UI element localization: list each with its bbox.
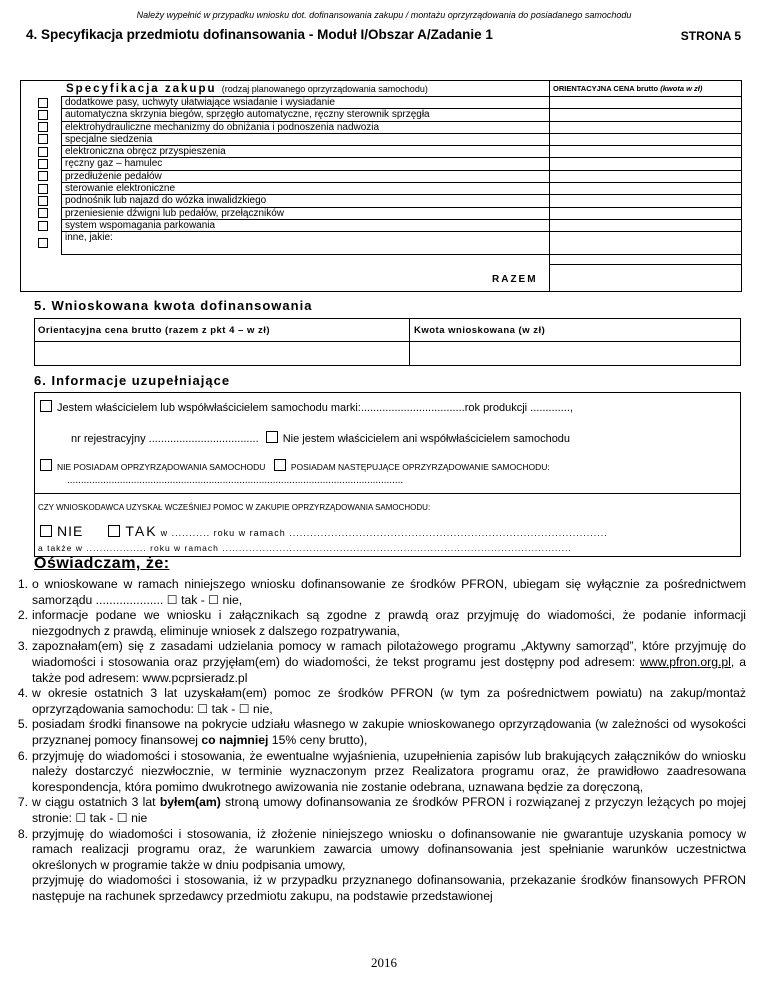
header-note: Należy wypełnić w przypadku wniosku dot. dofinansowania zakupu / montażu oprzyrządowania do posiadanego samochodu <box>136 10 632 20</box>
spec-item-checkbox[interactable] <box>38 147 48 157</box>
spec-table <box>20 80 742 292</box>
has-equipment-text: POSIADAM NASTĘPUJĄCE OPRZYRZĄDOWANIE SAMOCHODU: <box>290 462 550 472</box>
declaration-item: 6. przyjmuję do wiadomości i stosowania, że ewentualne wyjaśnienia, uzupełnienia zapisów lub brakujących załączników do wniosku należy dostarczyć niezwłocznie, w terminie wyznaczonym przez Realizatora programu oraz, że prawidłowo zaadresowana korespondencja, która pomimo dwukrotnego awizowania nie zostanie odebrana, uznawana będzie za doręczoną, <box>17 748 746 794</box>
spec-item: automatyczna skrzynia biegów, sprzęgło automatyczne, ręczny sterownik sprzęgła <box>61 108 549 120</box>
spec-item-price[interactable] <box>550 157 741 169</box>
spec-item-checkbox[interactable] <box>38 221 48 231</box>
spec-item-price[interactable] <box>550 231 741 255</box>
spec-item-checkbox[interactable] <box>38 196 48 206</box>
spec-item: elektroniczna obręcz przyspieszenia <box>61 145 549 157</box>
year-line-1[interactable]: w ........... roku w ramach ........................................................................................... <box>160 528 608 538</box>
spec-item-price[interactable] <box>550 96 741 108</box>
declaration-item: 7. w ciągu ostatnich 3 lat byłem(am) stroną umowy dofinansowania ze środków PFRON i rozwiązanej z przyczyn leżących po mojej stronie: ☐ tak - ☐ nie <box>17 795 746 825</box>
no-equipment-text: NIE POSIADAM OPRZYRZĄDOWANIA SAMOCHODU <box>57 462 266 472</box>
declaration-item: 5. posiadam środki finansowe na pokrycie udziału własnego w zakupie wnioskowanego oprzyrządowania (w zależności od wysokości przyznanej pomocy finansowej co najmniej 15% ceny brutto), <box>17 717 746 747</box>
declaration-item: 4. w okresie ostatnich 3 lat uzyskałam(em) pomoc ze środków PFRON (w tym za pośrednictwem powiatu) na zakup/montaż oprzyrządowania samochodu: ☐ tak - ☐ nie, <box>17 686 746 716</box>
total-price-cell[interactable] <box>550 264 741 293</box>
equipment-dots[interactable]: ......................................................................................................................... <box>67 475 404 486</box>
spec-item-price[interactable] <box>550 207 741 219</box>
spec-item-checkbox[interactable] <box>38 208 48 218</box>
no-equipment-checkbox[interactable] <box>40 459 52 471</box>
spec-item-price[interactable] <box>550 182 741 194</box>
has-equipment-checkbox[interactable] <box>274 459 286 471</box>
spec-item: system wspomagania parkowania <box>61 219 549 231</box>
owner-checkbox[interactable] <box>40 400 52 412</box>
col-amount-label: Kwota wnioskowana (w zł) <box>414 325 546 336</box>
declaration-item: 2. informacje podane we wniosku i załącznikach są zgodne z prawdą oraz przyjmuję do wiadomości, że podanie informacji niezgodnych z prawdą, eliminuje wniosek z dalszego rozpatrywania, <box>17 608 746 638</box>
spec-item-checkbox[interactable] <box>38 122 48 132</box>
spec-item-price[interactable] <box>550 219 741 231</box>
spec-item: specjalne siedzenia <box>61 133 549 145</box>
prior-help-question: CZY WNIOSKODAWCA UZYSKAŁ WCZEŚNIEJ POMOC W ZAKUPIE OPRZYRZĄDOWANIA SAMOCHODU: <box>38 503 431 512</box>
declaration-text: zapoznałam(em) się z zasadami udzielania pomocy w ramach pilotażowego programu „Aktywny samorząd”, które przyjmuję do wiadomości i stosowania oraz przyjęłam(em) do wiadomości, że tekst programu jest dostępny pod adresem: www.pfron.org.pl, a także pod adresem: www.pcprsieradz.pl <box>32 639 746 685</box>
spec-item: inne, jakie: <box>61 231 549 255</box>
spec-item: przedłużenie pedałów <box>61 170 549 182</box>
spec-item-checkbox[interactable] <box>38 159 48 169</box>
page-label: STRONA 5 <box>680 29 741 43</box>
not-owner-text: Nie jestem właścicielem ani współwłaścicielem samochodu <box>282 433 571 445</box>
declaration-text: posiadam środki finansowe na pokrycie udziału własnego w zakupie wnioskowanego oprzyrządowania (w zależności od wysokości przyznanej pomocy finansowej co najmniej 15% ceny brutto), <box>32 717 746 747</box>
spec-heading: Specyfikacja zakupu (rodzaj planowanego oprzyrządowania samochodu) <box>66 83 428 95</box>
declaration-text: w ciągu ostatnich 3 lat byłem(am) stroną umowy dofinansowania ze środków PFRON i rozwiązanej z przyczyn leżących po mojej stronie: ☐ tak - ☐ nie <box>32 795 746 825</box>
declaration-text: informacje podane we wniosku i załącznikach są zgodne z prawdą oraz przyjmuję do wiadomości, że podanie informacji niezgodnych z prawdą, eliminuje wniosek z dalszego rozpatrywania, <box>32 608 746 638</box>
declaration-text: przyjmuję do wiadomości i stosowania, iż złożenie niniejszego wniosku o dofinansowanie nie gwarantuje uzyskania pomocy w ramach realizacji programu oraz, że warunkiem zawarcia umowy dofinansowania jest spełnianie warunków uczestnictwa określonych w programie także w dniu podpisania umowy, <box>32 826 746 872</box>
spec-item-checkbox[interactable] <box>38 134 48 144</box>
spec-rows <box>61 96 549 255</box>
price-heading: ORIENTACYJNA CENA brutto (kwota w zł) <box>553 84 703 93</box>
price-field[interactable] <box>35 342 409 366</box>
spec-item-price[interactable] <box>550 194 741 206</box>
amount-field[interactable] <box>410 342 741 366</box>
spec-item: podnośnik lub najazd do wózka inwalidzkiego <box>61 194 549 206</box>
not-owner-checkbox[interactable] <box>266 431 278 443</box>
spec-item: sterowanie elektroniczne <box>61 182 549 194</box>
declaration-text: w okresie ostatnich 3 lat uzyskałam(em) pomoc ze środków PFRON (w tym za pośrednictwem powiatu) na zakup/montaż oprzyrządowania samochodu: ☐ tak - ☐ nie, <box>32 686 746 716</box>
info-box <box>34 392 741 557</box>
spec-item: elektrohydrauliczne mechanizmy do obniżania i podnoszenia nadwozia <box>61 121 549 133</box>
spec-item: dodatkowe pasy, uchwyty ułatwiające wsiadanie i wysiadanie <box>61 96 549 108</box>
amount-table <box>34 318 741 366</box>
spec-item: ręczny gaz – hamulec <box>61 157 549 169</box>
declaration-list <box>6 577 746 904</box>
spec-item-price[interactable] <box>550 170 741 182</box>
nie-label: NIE <box>57 523 84 539</box>
section4-title: 4. Specyfikacja przedmiotu dofinansowania - Moduł I/Obszar A/Zadanie 1 <box>26 27 493 42</box>
spec-item-checkbox[interactable] <box>38 184 48 194</box>
spec-item-price[interactable] <box>550 133 741 145</box>
spec-item-checkbox[interactable] <box>38 98 48 108</box>
tak-label: TAK <box>125 523 158 539</box>
spec-item: przeniesienie dźwigni lub pedałów, przełączników <box>61 207 549 219</box>
prior-help-nie-checkbox[interactable] <box>40 525 52 537</box>
spec-item-checkbox[interactable] <box>38 238 48 248</box>
owner-text: Jestem właścicielem lub współwłaścicielem samochodu marki:..................................rok produkcji ............., <box>57 402 573 414</box>
declaration-heading: Oświadczam, że: <box>34 555 170 572</box>
spec-item-checkbox[interactable] <box>38 110 48 120</box>
year-line-2[interactable]: a także w .................. roku w ramach ........................................................................................................ <box>38 543 572 553</box>
declaration-text: o wnioskowane w ramach niniejszego wniosku dofinansowanie ze środków PFRON, ubiegam się wyłącznie za pośrednictwem samorządu .................... ☐ tak - ☐ nie, <box>32 577 746 607</box>
declaration-item: 1. o wnioskowane w ramach niniejszego wniosku dofinansowanie ze środków PFRON, ubiegam się wyłącznie za pośrednictwem samorządu .................... ☐ tak - ☐ nie, <box>17 577 746 607</box>
spec-item-price[interactable] <box>550 108 741 120</box>
spec-item-price[interactable] <box>550 121 741 133</box>
footer-year: 2016 <box>371 955 397 970</box>
declaration-text: przyjmuję do wiadomości i stosowania, że ewentualne wyjaśnienia, uzupełnienia zapisów lub brakujących załączników do wniosku należy dostarczyć niezwłocznie, w terminie wyznaczonym przez Realizatora programu oraz, że prawidłowo zaadresowana korespondencja, która pomimo dwukrotnego awizowania nie zostanie odebrana, uznawana będzie za doręczoną, <box>32 748 746 794</box>
total-label: RAZEM <box>492 274 538 285</box>
reg-number-text: nr rejestracyjny .................................... <box>71 433 259 445</box>
declaration-item: 8. przyjmuję do wiadomości i stosowania, iż złożenie niniejszego wniosku o dofinansowanie nie gwarantuje uzyskania pomocy w ramach realizacji programu oraz, że warunkiem zawarcia umowy dofinansowania jest spełnianie warunków uczestnictwa określonych w programie także w dniu podpisania umowy, <box>17 826 746 872</box>
section5-heading: 5. Wnioskowana kwota dofinansowania <box>34 298 313 313</box>
section6-heading: 6. Informacje uzupełniające <box>34 373 231 388</box>
prior-help-tak-checkbox[interactable] <box>108 525 120 537</box>
col-price-label: Orientacyjna cena brutto (razem z pkt 4 – w zł) <box>38 325 271 336</box>
spec-item-checkbox[interactable] <box>38 171 48 181</box>
spec-item-price[interactable] <box>550 145 741 157</box>
declaration-item: 3. zapoznałam(em) się z zasadami udzielania pomocy w ramach pilotażowego programu „Aktywny samorząd”, które przyjmuję do wiadomości i stosowania oraz przyjęłam(em) do wiadomości, że tekst programu jest dostępny pod adresem: www.pfron.org.pl, a także pod adresem: www.pcprsieradz.pl <box>17 639 746 685</box>
declaration-continuation: przyjmuję do wiadomości i stosowania, iż w przypadku przyznanego dofinansowania, przekazanie środków finansowych PFRON następuje na rachunek sprzedawcy przedmiotu zakupu, na podstawie przedstawionej <box>32 873 746 903</box>
price-column <box>550 96 741 255</box>
